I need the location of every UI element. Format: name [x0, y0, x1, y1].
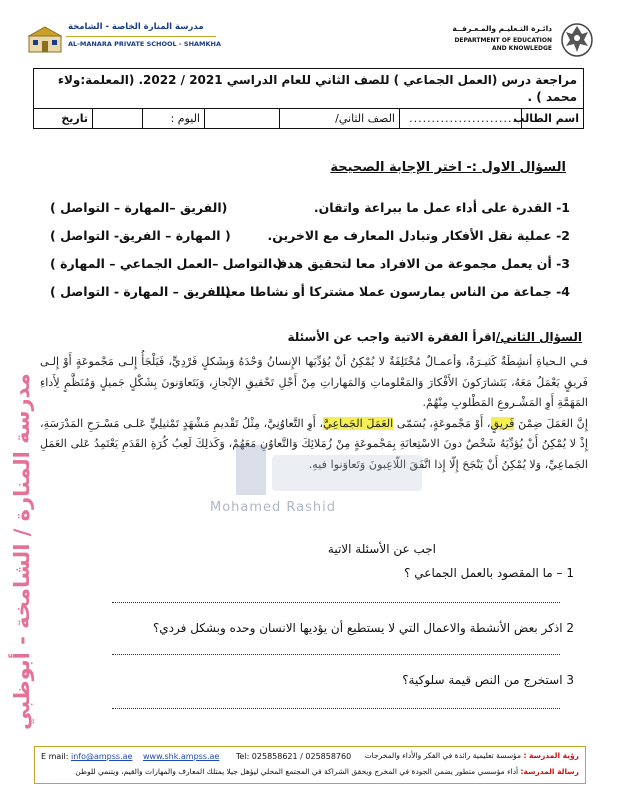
vision-label: رؤية المدرسة : — [523, 751, 579, 760]
highlight-teamwork: العَمَلَ الجَماعِيَّ — [323, 416, 394, 430]
question1-item — [50, 256, 570, 271]
page-footer — [34, 746, 586, 784]
answer-line[interactable] — [112, 602, 560, 603]
department-block — [424, 18, 594, 68]
school-logo-icon — [28, 26, 62, 54]
info-table — [33, 68, 584, 129]
question1-item-options[interactable]: (الفريق –المهارة – التواصل ) — [50, 200, 228, 215]
question2-item: 2 اذكر بعض الأنشطة والاعمال التي لا يستطيع أن يؤديها الانسان وحده وبشكل فردي؟ — [152, 621, 574, 635]
falcon-emblem-icon — [560, 20, 594, 58]
email-label: E mail: — [41, 752, 69, 761]
vision-text: مؤسسة تعليمية رائدة في الفكر والأداء والمخرجات — [364, 751, 522, 760]
school-block — [28, 18, 222, 68]
question1-item — [50, 284, 570, 299]
day-field[interactable] — [92, 109, 142, 128]
question2-title-label: السؤال الثاني/ — [495, 330, 582, 344]
day-label: اليوم : — [142, 109, 204, 128]
class-label: الصف الثاني/ — [279, 109, 399, 128]
mission-text: أداء مؤسسي متطور يضمن الجودة في المخرج ويحقق الشراكة في المجتمع المحلي ليؤهل جيلا يمتلك المعارف والمهارات والقيم، ويتنمي للوطن — [75, 767, 519, 776]
school-name-ar: مدرسة المنارة الخاصة - الشامخة — [68, 22, 204, 32]
question1-item-text: 3- أن يعمل مجموعة من الافراد معا لتحقيق هدف. — [267, 256, 570, 271]
side-watermark-text: مدرسة المنارة / الشامخة - أبوظبي — [10, 373, 34, 730]
class-field[interactable] — [204, 109, 279, 128]
question1-item-options[interactable]: ( المهارة – الفريق- التواصل ) — [50, 228, 231, 243]
answer-instructions: اجب عن الأسئلة الاتية — [327, 542, 436, 556]
question1-item-options[interactable]: ( التواصل –العمل الجماعي – المهارة ) — [50, 256, 283, 271]
department-name-en-2: AND KNOWLEDGE — [491, 45, 552, 52]
highlight-team: فَريقٍ — [490, 416, 515, 430]
mission-label: رسالة المدرسة: — [520, 767, 579, 776]
school-divider — [66, 36, 216, 37]
passage-paragraph-1: فـي الـحياةِ أنشِطَةٌ كَثيـرَةٌ، وَأعمـالٌ مُخْتَلِفَةٌ لا يُمْكِنُ أنْ يُؤدِّيَها الإِنسانُ وَحْدَهُ وَبِشَكلٍ فَرْدِيٍّ، فَيَلْجَأُ إِلـى مَجْموعَةٍ أَوْ إِلـى فَريقٍ يَعْمَلُ مَعَهُ، يَتَشارَكونَ الأَفْكارَ وَالمَعْلوماتِ وَالمَهاراتِ مِنْ أَجْلِ تَحْقيقِ الإنْجازِ، وَيَتَعاوَنونَ بِشَكْلٍ جَميلٍ وَمُنَظَّمٍ لِأَداءِ المَهَمَّةِ أَوِ المَشْـروعِ المَطْلوبِ مِنْهُمْ. — [40, 355, 588, 409]
student-name-label: اسم الطالب — [521, 109, 583, 128]
footer-contacts — [41, 752, 351, 761]
question2-item: 3 استخرج من النص قيمة سلوكية؟ — [402, 673, 574, 687]
worksheet-title: مراجعة درس (العمل الجماعي ) للصف الثاني للعام الدراسي 2021 / 2022. (المعلمة:ولاء محمد ) . — [57, 73, 577, 104]
passage-text: إِنَّ العَمَلَ ضِمْنَ — [514, 416, 588, 430]
question1-title: السؤال الاول :- اختر الإجابة الصحيحة — [330, 160, 566, 175]
student-name-field[interactable]: ........................ — [399, 109, 521, 128]
question1-item-text: 2- عملية نقل الأفكار وتبادل المعارف مع الاخرين. — [267, 228, 570, 243]
date-label: تاريخ — [61, 112, 88, 125]
question1-item — [50, 228, 570, 243]
student-info-row — [34, 109, 583, 128]
question2-title-text: اقرأ الفقرة الاتية واجب عن الأسئلة — [287, 330, 496, 344]
question2-item: 1 – ما المقصود بالعمل الجماعي ؟ — [404, 566, 574, 580]
website-link[interactable]: www.shk.ampss.ae — [143, 752, 220, 761]
question1-item-text: 1- القدرة على أداء عمل ما ببراعة واتقان. — [313, 200, 570, 215]
question1-item-text: 4- جماعة من الناس يمارسون عملا مشتركا أو نشاطا معينا — [215, 284, 570, 299]
school-mission — [75, 767, 579, 776]
answer-line[interactable] — [112, 708, 560, 709]
department-name-en-1: DEPARTMENT OF EDUCATION — [454, 37, 552, 44]
school-vision — [365, 751, 579, 760]
passage-text: ، أَوْ مَجْموعَةٍ، يُسَمّى — [393, 416, 491, 430]
department-name-ar: دائـرة التـعليـم والمـعـرفــة — [452, 24, 552, 33]
watermark-text: Mohamed Rashid — [210, 500, 337, 515]
school-name-en: AL-MANARA PRIVATE SCHOOL - SHAMKHA — [68, 40, 222, 48]
page-header — [28, 18, 594, 68]
passage-text: ، أَوِ التَّعاوُنِيَّ، مِثْلُ تَقْديمِ مَشْهَدٍ تَمْثيلِيٍّ عَلـى مَسْـرَحِ المَدْرَسَةِ، إِذْ لا يُمْكِنُ أَنْ يُؤدِّيَهُ شَخْصٌ دونَ الاسْتِعانَةِ بِمَجْموعَةٍ مِنْ زُمَلائِكَ وَالتَّعاوُنِ مَعَهُمْ، وَكَذلِكَ لَعِبُ كُرَةِ القَدَمِ يَعْتَمِدُ عَلى العَمَلِ الجَماعِيِّ، وَلا يُمْكِنُ أَنْ يَنْجَحَ إِلّا إِذا اتَّفَقَ اللّاعِبونَ وَتَعاوَنوا فيهِ. — [40, 416, 588, 471]
question1-item-options[interactable]: (الفريق – المهارة - التواصل ) — [50, 284, 231, 299]
answer-line[interactable] — [112, 654, 560, 655]
info-title-row — [34, 69, 583, 109]
question2-title — [287, 330, 582, 344]
phone-numbers: Tel: 025858621 / 025858760 — [235, 752, 352, 761]
question1-item — [50, 200, 570, 215]
email-link[interactable]: info@ampss.ae — [70, 752, 133, 761]
